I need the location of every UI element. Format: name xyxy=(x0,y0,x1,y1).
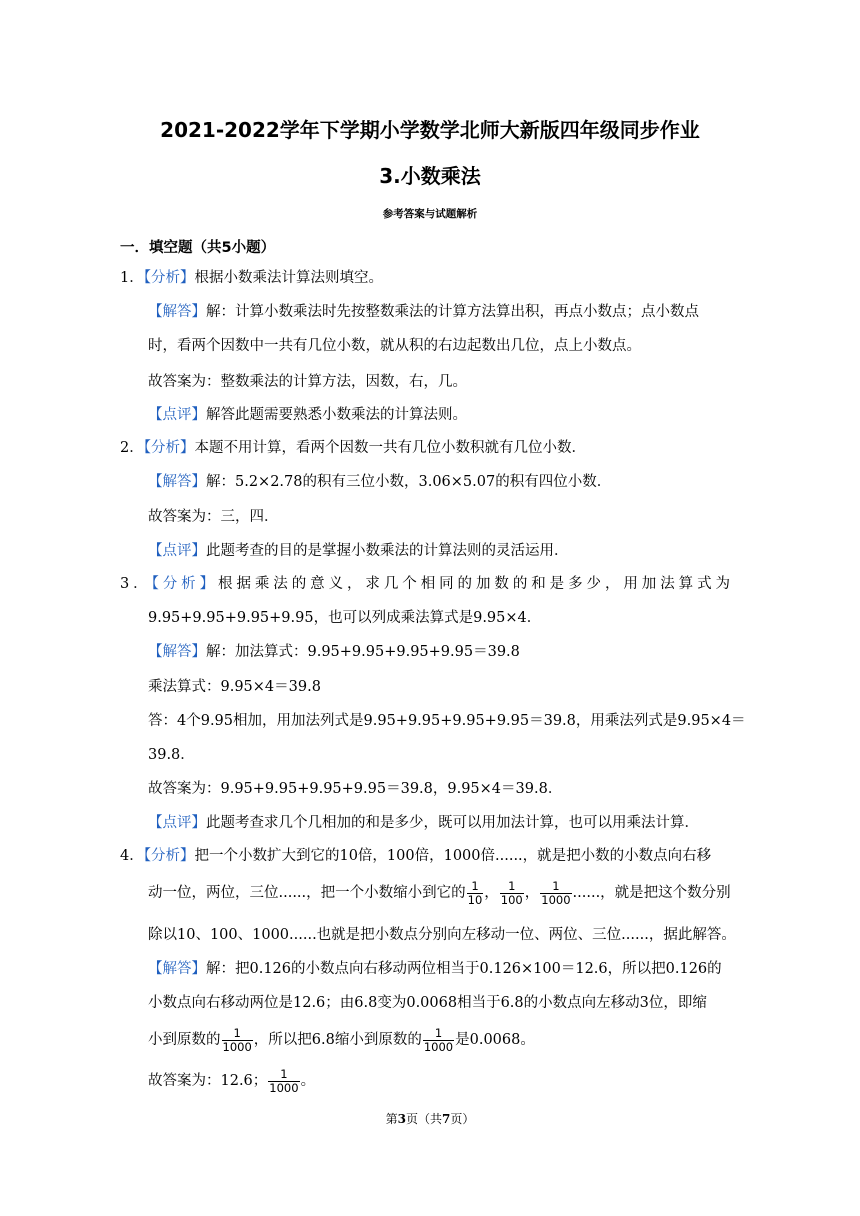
q4-number: 4． xyxy=(120,848,144,864)
answer-tag: 【解答】 xyxy=(148,304,206,320)
analysis-tag: 【分析】 xyxy=(143,440,195,456)
analysis-tag: 【分析】 xyxy=(151,576,219,592)
q3-analysis-cont: 9.95+9.95+9.95+9.95，也可以列成乘法算式是9.95×4． xyxy=(148,610,542,626)
q3-comment: 【点评】此题考查求几个几相加的和是多少，既可以用加法计算，也可以用乘法计算． xyxy=(148,815,699,831)
q3-reply: 答：4个9.95相加，用加法列式是9.95+9.95+9.95+9.95＝39.8，用乘法列式是9.95×4＝ xyxy=(148,713,746,729)
q1-analysis: 1．【分析】根据小数乘法计算法则填空。 xyxy=(120,270,383,286)
comment-tag: 【点评】 xyxy=(148,407,206,423)
answer-tag: 【解答】 xyxy=(148,474,206,490)
q4-answer: 【解答】解：把0.126的小数点向右移动两位相当于0.126×100＝12.6，所以把0.126的 xyxy=(148,961,722,977)
q4-final: 故答案为：12.6； $\frac{1}{1000}$ 。 xyxy=(148,1066,316,1095)
answer-caption: 参考答案与试题解析 xyxy=(382,208,478,220)
document-title: 2021-2022学年下学期小学数学北师大新版四年级同步作业 xyxy=(160,118,700,142)
page-total: 7 xyxy=(442,1112,451,1126)
q1-answer: 【解答】解：计算小数乘法时先按整数乘法的计算方法算出积，再点小数点；点小数点 xyxy=(148,304,699,320)
comment-tag: 【点评】 xyxy=(148,543,206,559)
q4-analysis-cont: 动一位，两位，三位......，把一个小数缩小到它的 $\frac{1}{10}$ ， $\frac{1}{100}$ ， $\frac{1}{1000}$ ......，就是把这个数分别 xyxy=(148,878,731,907)
q4-answer-cont: 小数点向右移动两位是12.6；由6.8变为0.0068相当于6.8的小数点向左移动3位，即缩 xyxy=(148,995,707,1011)
q2-number: 2． xyxy=(120,440,144,456)
page-footer: 第3页（共7页） xyxy=(385,1112,475,1126)
q1-comment: 【点评】解答此题需要熟悉小数乘法的计算法则。 xyxy=(148,407,467,423)
comment-tag: 【点评】 xyxy=(148,815,206,831)
page-number: 3 xyxy=(397,1112,406,1126)
fraction-1-10: $\frac{1}{10}$ xyxy=(467,878,483,907)
section-heading: 一．填空题（共5小题） xyxy=(120,240,276,256)
fraction-1-1000: $\frac{1}{1000}$ xyxy=(269,1066,299,1095)
q3-analysis: 3．【分析】根据乘法的意义，求几个相同的加数的和是多少，用加法算式为 xyxy=(120,576,730,592)
q1-number: 1． xyxy=(120,270,144,286)
q4-analysis: 4．【分析】把一个小数扩大到它的10倍，100倍，1000倍......，就是把小数的小数点向右移 xyxy=(120,848,712,864)
q2-comment: 【点评】此题考查的目的是掌握小数乘法的计算法则的灵活运用． xyxy=(148,543,569,559)
q4-answer-end: 小到原数的 $\frac{1}{1000}$ ，所以把6.8缩小到原数的 $\frac{1}{1000}$ 是0.0068。 xyxy=(148,1025,535,1054)
analysis-tag: 【分析】 xyxy=(143,848,195,864)
fraction-1-1000: $\frac{1}{1000}$ xyxy=(541,878,571,907)
answer-tag: 【解答】 xyxy=(148,961,206,977)
fraction-1-100: $\frac{1}{100}$ xyxy=(500,878,523,907)
answer-tag: 【解答】 xyxy=(148,644,206,660)
q2-analysis: 2．【分析】本题不用计算，看两个因数一共有几位小数积就有几位小数． xyxy=(120,440,586,456)
fraction-1-1000: $\frac{1}{1000}$ xyxy=(423,1025,454,1054)
q1-answer-cont: 时，看两个因数中一共有几位小数，就从积的右边起数出几位，点上小数点。 xyxy=(148,338,641,354)
q1-final: 故答案为：整数乘法的计算方法，因数，右，几。 xyxy=(148,374,467,390)
q3-number: 3． xyxy=(120,576,152,592)
q3-final: 故答案为：9.95+9.95+9.95+9.95＝39.8，9.95×4＝39.8． xyxy=(148,781,563,797)
q3-mult: 乘法算式：9.95×4＝39.8 xyxy=(148,679,321,695)
q2-answer: 【解答】解：5.2×2.78的积有三位小数，3.06×5.07的积有四位小数． xyxy=(148,474,612,490)
q2-final: 故答案为：三，四． xyxy=(148,509,279,525)
q3-answer: 【解答】解：加法算式：9.95+9.95+9.95+9.95＝39.8 xyxy=(148,644,520,660)
analysis-tag: 【分析】 xyxy=(143,270,195,286)
q3-reply-cont: 39.8． xyxy=(148,747,195,763)
q4-analysis-end: 除以10、100、1000......也就是把小数点分别向左移动一位、两位、三位......，据此解答。 xyxy=(148,927,736,943)
fraction-1-1000: $\frac{1}{1000}$ xyxy=(222,1025,252,1054)
document-subtitle: 3.小数乘法 xyxy=(379,164,481,188)
